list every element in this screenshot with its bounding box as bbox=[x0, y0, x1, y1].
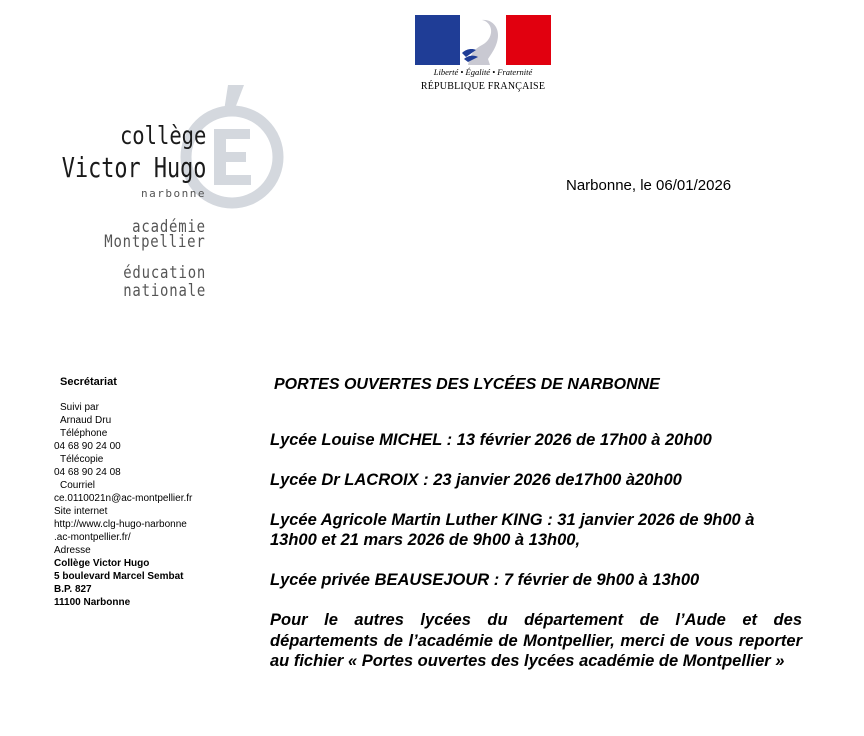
open-day-entry: Lycée Louise MICHEL : 13 février 2026 de 17h00 à 20h00 bbox=[270, 431, 712, 449]
logo-montpellier-text: Montpellier bbox=[104, 232, 206, 252]
flag-blue-band bbox=[415, 15, 460, 65]
logo-nationale-text: nationale bbox=[123, 281, 206, 301]
contact-sidebar bbox=[54, 376, 234, 609]
address-line: B.P. 827 bbox=[54, 584, 92, 595]
address-label: Adresse bbox=[54, 545, 91, 556]
fax-label: Télécopie bbox=[60, 454, 104, 465]
email-address[interactable]: ce.0110021n@ac-montpellier.fr bbox=[54, 493, 193, 504]
republic-motto: Liberté • Égalité • Fraternité bbox=[433, 67, 533, 77]
republic-name: RÉPUBLIQUE FRANÇAISE bbox=[420, 81, 546, 92]
marianne-profile-icon bbox=[460, 15, 506, 65]
logo-education-text: éducation bbox=[123, 263, 206, 283]
logo-academie-text: académie bbox=[132, 217, 206, 237]
website-label: Site internet bbox=[54, 506, 108, 517]
address-line: 11100 Narbonne bbox=[54, 597, 131, 608]
website-url-line2[interactable]: .ac-montpellier.fr/ bbox=[54, 532, 131, 543]
letter-date: Narbonne, le 06/01/2026 bbox=[566, 177, 732, 194]
phone-label: Téléphone bbox=[60, 428, 108, 439]
email-label: Courriel bbox=[60, 480, 96, 491]
phone-number: 04 68 90 24 00 bbox=[54, 441, 121, 452]
followed-by-label: Suivi par bbox=[60, 402, 99, 413]
open-day-entry: Lycée privée BEAUSEJOUR : 7 février de 9h00 à 13h00 bbox=[270, 571, 700, 589]
republique-francaise-logo bbox=[415, 15, 552, 97]
college-logo bbox=[60, 75, 300, 305]
sidebar-title: Secrétariat bbox=[60, 376, 117, 388]
marianne-flag bbox=[415, 15, 551, 65]
other-schools-note: Pour le autres lycées du département de l’Aude et des départements de l’académie de Montpellier, merci de vous reporter au fichier « Portes ouvertes des lycées académie de Montpellier » bbox=[270, 611, 802, 670]
letter-body bbox=[270, 376, 802, 672]
logo-college-text: collège bbox=[119, 121, 206, 150]
website-url-line1[interactable]: http://www.clg-hugo-narbonne bbox=[54, 519, 187, 530]
open-day-entry: Lycée Dr LACROIX : 23 janvier 2026 de17h00 à20h00 bbox=[270, 471, 682, 489]
open-day-entry: Lycée Agricole Martin Luther KING : 31 janvier 2026 de 9h00 à 13h00 et 21 mars 2026 de 9h00 à 13h00, bbox=[270, 511, 755, 549]
flag-red-band bbox=[506, 15, 551, 65]
logo-victor-hugo-text: Victor Hugo bbox=[61, 151, 206, 184]
address-line: 5 boulevard Marcel Sembat bbox=[54, 571, 184, 582]
fax-number: 04 68 90 24 08 bbox=[54, 467, 121, 478]
followed-by-name: Arnaud Dru bbox=[60, 415, 112, 426]
logo-narbonne-text: narbonne bbox=[141, 187, 206, 200]
address-line: Collège Victor Hugo bbox=[54, 558, 150, 569]
flag-white-band bbox=[460, 15, 506, 65]
page-title: PORTES OUVERTES DES LYCÉES DE NARBONNE bbox=[274, 376, 660, 393]
